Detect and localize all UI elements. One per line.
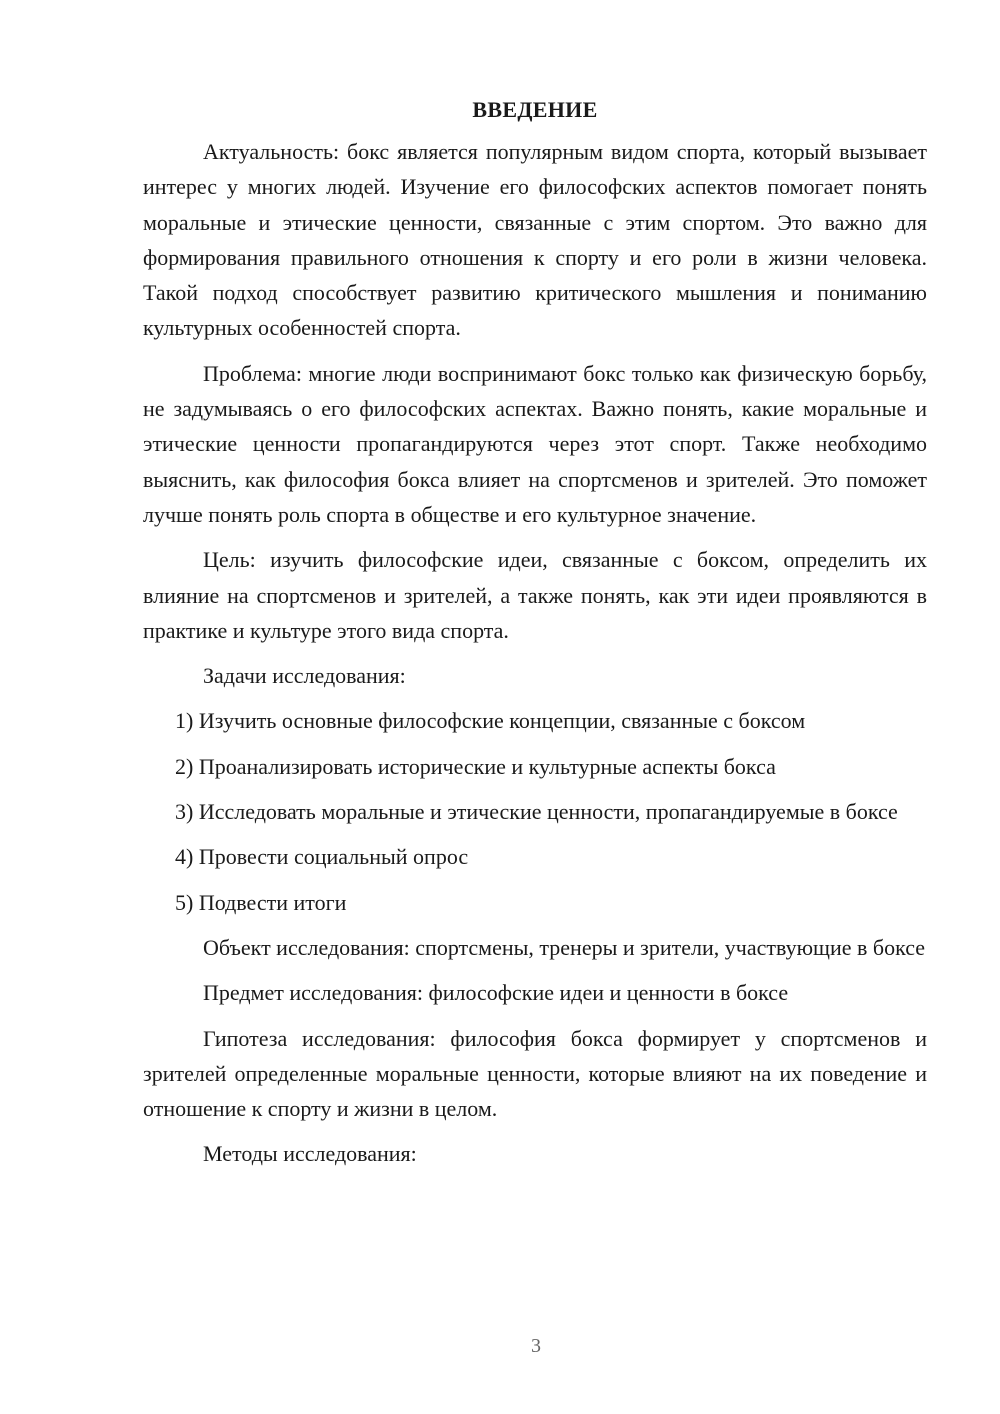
- relevance-paragraph: Актуальность: бокс является популярным видом спорта, который вызывает интерес у многих людей. Изучение его философских аспектов помогает понять моральные и этические ценности, связанные с этим спортом. Это важно для формирования правильного отношения к спорту и его роли в жизни человека. Такой подход способствует развитию критического мышления и пониманию культурных особенностей спорта.: [143, 139, 927, 341]
- task-item: 2) Проанализировать исторические и культурные аспекты бокса: [175, 753, 776, 779]
- hypothesis-paragraph: Гипотеза исследования: философия бокса формирует у спортсменов и зрителей определенные моральные ценности, которые влияют на их поведение и отношение к спорту и жизни в целом.: [143, 1025, 927, 1122]
- problem-paragraph: Проблема: многие люди воспринимают бокс только как физическую борьбу, не задумываясь о его философских аспектах. Важно понять, какие моральные и этические ценности пропагандируются через этот спорт. Также необходимо выяснить, как философия бокса влияет на спортсменов и зрителей. Это поможет лучше понять роль спорта в обществе и его культурное значение.: [143, 360, 927, 527]
- task-item: 4) Провести социальный опрос: [175, 844, 469, 870]
- page-number: 3: [531, 1335, 541, 1357]
- object-paragraph: Объект исследования: спортсмены, тренеры и зрители, участвующие в боксе: [203, 934, 926, 960]
- goal-paragraph: Цель: изучить философские идеи, связанные с боксом, определить их влияние на спортсменов и зрителей, а также понять, как эти идеи проявляются в практике и культуре этого вида спорта.: [143, 547, 927, 643]
- methods-title: Методы исследования:: [203, 1141, 417, 1167]
- tasks-title: Задачи исследования:: [203, 663, 406, 689]
- task-item: 1) Изучить основные философские концепции, связанные с боксом: [175, 708, 806, 734]
- section-heading: ВВЕДЕНИЕ: [472, 97, 598, 122]
- document-page: [143, 92, 927, 1182]
- task-item: 3) Исследовать моральные и этические ценности, пропагандируемые в боксе: [175, 799, 898, 825]
- task-item: 5) Подвести итоги: [175, 889, 347, 915]
- subject-paragraph: Предмет исследования: философские идеи и ценности в боксе: [203, 980, 789, 1006]
